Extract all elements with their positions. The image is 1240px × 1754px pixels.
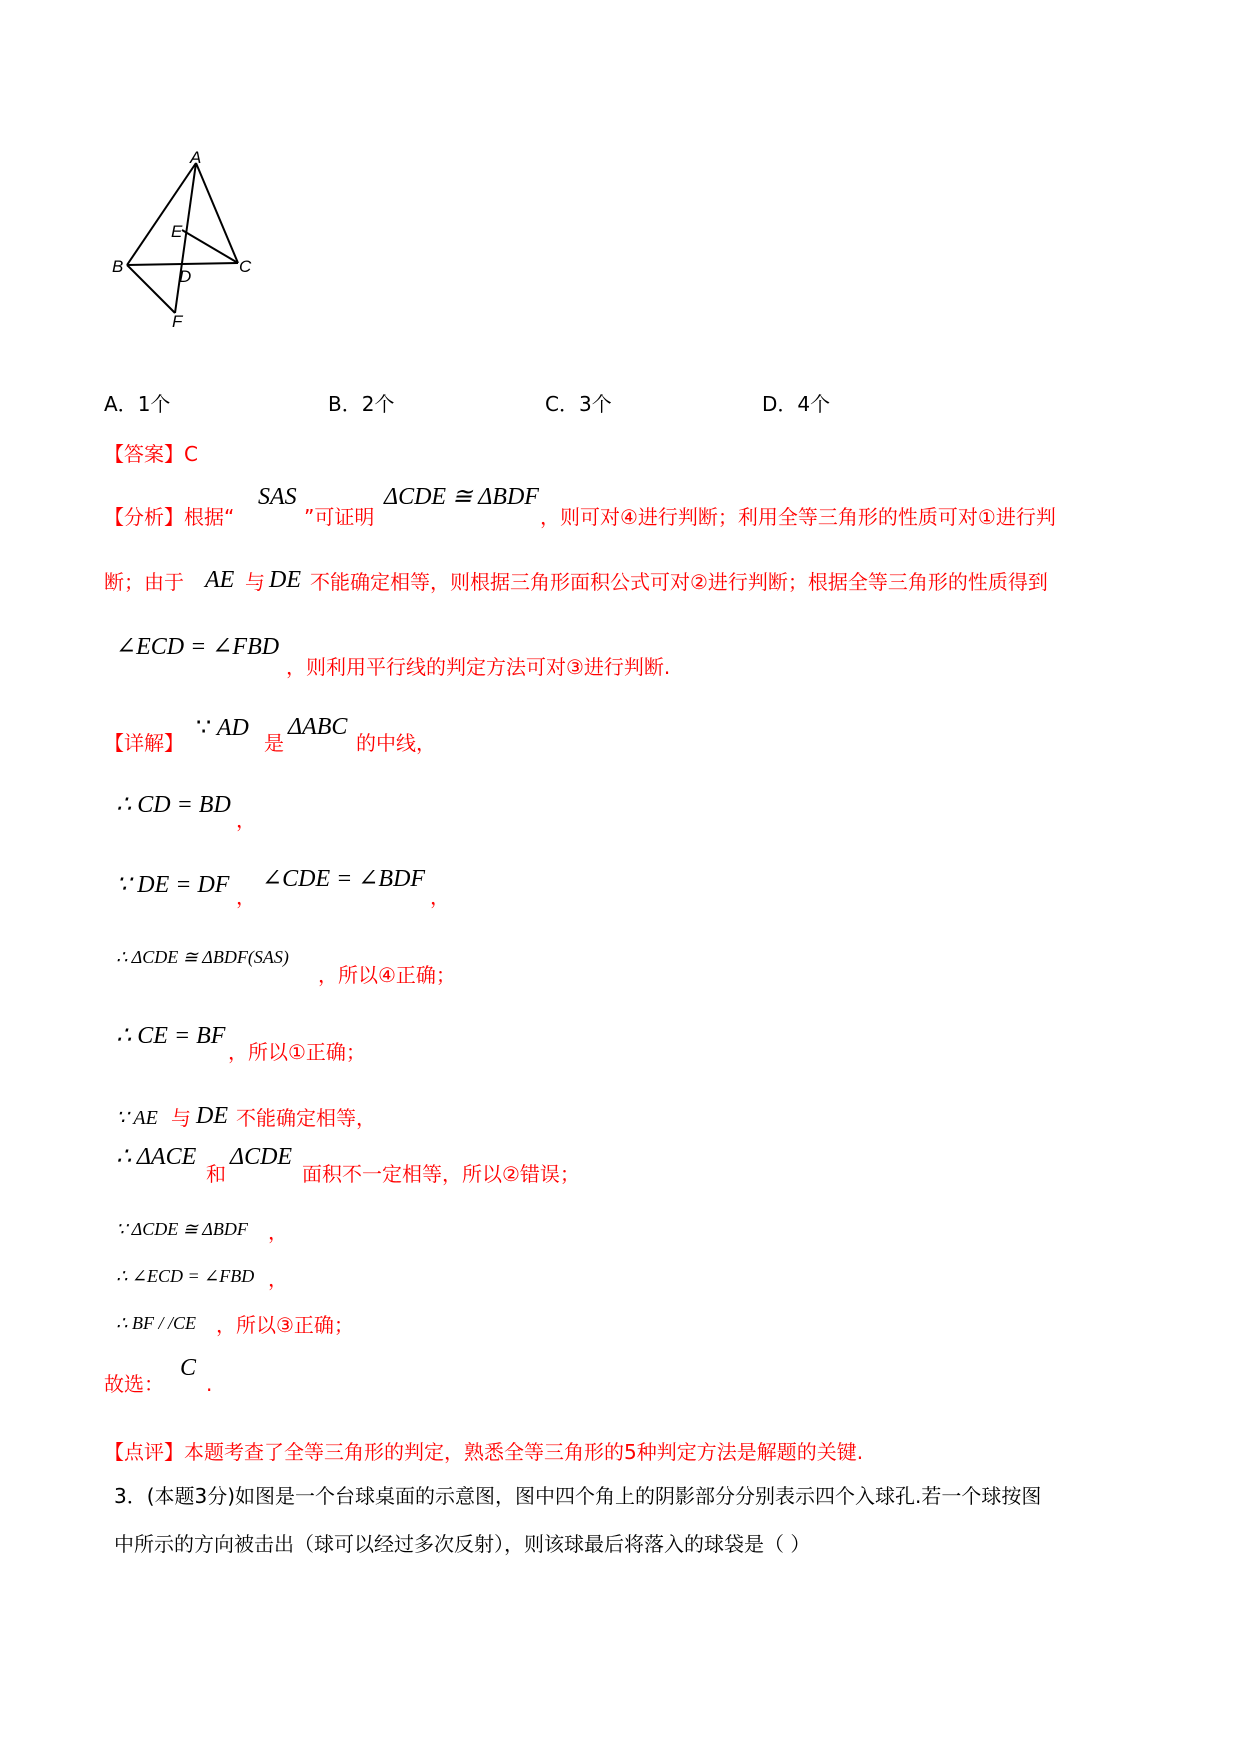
detail-text: 面积不一定相等，所以②错误； [302, 1162, 580, 1186]
math-de-df: ∵ DE = DF [116, 872, 230, 898]
math-because-ad [196, 713, 249, 742]
detail-text: 是 [264, 731, 284, 755]
math-cde: ΔCDE [230, 1144, 293, 1170]
question-3-line-1: 3．(本题3分)如图是一个台球桌面的示意图，图中四个角上的阴影部分分别表示四个入球孔.若一个球按图 [114, 1484, 1042, 1508]
segment-ac [196, 163, 238, 263]
option-letter: C． [545, 392, 579, 416]
answer-line [104, 442, 198, 466]
math-ad: AD [216, 715, 249, 741]
label-f: F [172, 312, 183, 331]
detail-text: ，所以③正确； [216, 1313, 354, 1337]
math-bf-parallel-ce: ∴ BF / /CE [116, 1313, 196, 1333]
math-ecd-fbd: ∴ ∠ECD = ∠FBD [116, 1266, 255, 1286]
math-abc: ΔABC [288, 714, 348, 740]
detail-text: ， [268, 1220, 288, 1244]
comment-line [104, 1440, 863, 1464]
math-angle-cde-bdf: ∠CDE = ∠BDF [262, 866, 426, 892]
detail-text: ， [268, 1267, 288, 1291]
math-cd-bd: ∴ CD = BD [116, 792, 231, 818]
segment-ec [182, 230, 238, 263]
detail-text: 的中线， [356, 731, 436, 755]
label-b: B [112, 257, 124, 276]
answer-value: C [184, 442, 198, 466]
segment-bf [127, 265, 175, 313]
option-letter: B． [328, 392, 362, 416]
analysis-text: 断；由于 [104, 570, 184, 594]
detail-text: 不能确定相等， [236, 1106, 376, 1130]
option-text: 2个 [361, 392, 395, 416]
detail-text: ，所以①正确； [228, 1040, 366, 1064]
analysis-text: 与 [245, 570, 265, 594]
math-cde-bdf-sas: ∴ ΔCDE ≅ ΔBDF(SAS) [116, 947, 289, 967]
comment-text: 本题考查了全等三角形的判定，熟悉全等三角形的5种判定方法是解题的关键. [184, 1440, 864, 1464]
detail-text: 和 [206, 1162, 226, 1186]
math-de-2: DE [196, 1103, 228, 1129]
analysis-tag: 【分析】 [104, 505, 184, 529]
label-c: C [239, 257, 252, 276]
detail-text: ， [430, 885, 450, 909]
analysis-text: ，则可对④进行判断；利用全等三角形的性质可对①进行判 [540, 505, 1056, 529]
option-letter: D． [762, 392, 798, 416]
label-d: D [179, 267, 192, 286]
analysis-text: ”可证明 [304, 505, 375, 529]
option-a [104, 392, 170, 416]
answer-tag: 【答案】 [104, 442, 184, 466]
math-ce-bf: ∴ CE = BF [116, 1023, 226, 1049]
option-text: 1个 [137, 392, 171, 416]
analysis-tag-and-lead [104, 505, 234, 529]
detail-tag: 【详解】 [104, 731, 184, 755]
analysis-text: 不能确定相等，则根据三角形面积公式可对②进行判断；根据全等三角形的性质得到 [310, 570, 1048, 594]
analysis-text: ，则利用平行线的判定方法可对③进行判断. [286, 655, 671, 679]
comment-tag: 【点评】 [104, 1440, 184, 1464]
math-ace: ∴ ΔACE [116, 1144, 197, 1170]
question-3-line-2: 中所示的方向被击出（球可以经过多次反射），则该球最后将落入的球袋是（ ） [114, 1532, 811, 1556]
detail-text: 故选： [104, 1372, 164, 1396]
option-d [762, 392, 830, 416]
detail-text: ， [236, 885, 256, 909]
label-a: A [190, 148, 202, 167]
detail-text: ， [236, 808, 256, 832]
option-letter: A． [104, 392, 138, 416]
math-ae: AE [205, 567, 235, 593]
label-e: E [171, 222, 183, 241]
detail-text: 与 [171, 1106, 191, 1130]
triangle-figure [110, 145, 270, 370]
detail-text: ，所以④正确； [318, 963, 456, 987]
math-because-ae: ∵ AE [116, 1107, 158, 1129]
math-cde-bdf-2: ∵ ΔCDE ≅ ΔBDF [116, 1219, 248, 1239]
math-de: DE [269, 567, 301, 593]
math-c: C [180, 1355, 197, 1381]
option-c [545, 392, 612, 416]
option-b [328, 392, 394, 416]
detail-text: . [206, 1372, 213, 1396]
segment-ab [127, 163, 196, 265]
math-angle-eq: ∠ECD = ∠FBD [116, 634, 280, 660]
option-text: 4个 [797, 392, 831, 416]
math-sas: SAS [258, 484, 297, 510]
option-text: 3个 [578, 392, 612, 416]
math-congruent-1: ΔCDE ≅ ΔBDF [384, 484, 539, 510]
analysis-text: 根据“ [184, 505, 235, 529]
because-symbol: ∵ [196, 713, 212, 741]
